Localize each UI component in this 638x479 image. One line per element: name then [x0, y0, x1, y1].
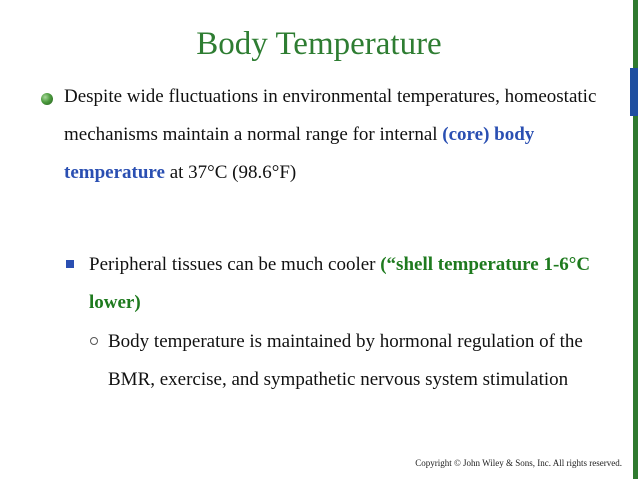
bullet-2-highlight: (“shell temperature 1-6°C lower) — [89, 254, 591, 313]
slide-title: Body Temperature — [196, 26, 442, 62]
bullet-point-3: Body temperature is maintained by hormonal regulation of the BMR, exercise, and sympathetic nervous system stimulation — [108, 331, 583, 390]
bullet-2-text-start: Peripheral tissues can be much cooler — [89, 254, 381, 275]
circle-bullet-icon — [90, 337, 98, 345]
bullet-point-2 — [89, 246, 609, 322]
round-bullet-icon — [41, 93, 53, 105]
copyright-notice: Copyright © John Wiley & Sons, Inc. All rights reserved. — [415, 458, 622, 468]
bullet-point-1 — [64, 78, 604, 192]
square-bullet-icon — [66, 260, 74, 268]
bullet-1-highlight: (core) body temperature — [64, 124, 535, 183]
bullet-1-text-start: Despite wide fluctuations in environmental temperatures, homeostatic mechanisms maintain a normal range for internal — [64, 86, 597, 145]
side-accent-marker — [630, 68, 638, 116]
bullet-1-text-end: at 37°C (98.6°F) — [164, 162, 297, 183]
